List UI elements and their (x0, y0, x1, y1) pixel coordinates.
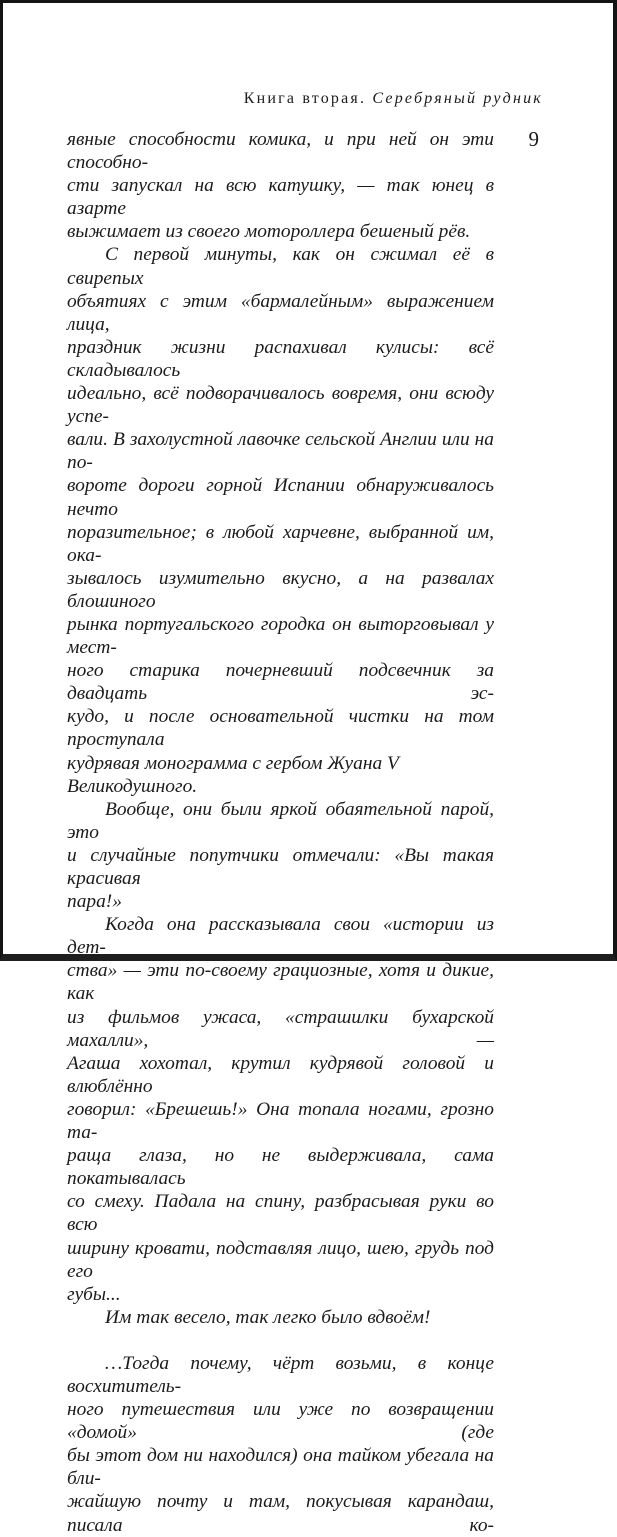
text-line: ширину кровати, подставляя лицо, шею, грудь под его (67, 1237, 494, 1283)
text-line: из фильмов ужаса, «страшилки бухарской махалли», — (67, 1006, 494, 1052)
text-line: выжимает из своего мотороллера бешеный рёв. (67, 220, 494, 243)
text-line: Когда она рассказывала свои «истории из дет- (67, 913, 494, 959)
text-line: со смеху. Падала на спину, разбрасывая руки во всю (67, 1190, 494, 1236)
text-line: поразительное; в любой харчевне, выбранной им, ока- (67, 521, 494, 567)
text-line: С первой минуты, как он сжимал её в свирепых (67, 243, 494, 289)
text-line: праздник жизни распахивал кулисы: всё складывалось (67, 336, 494, 382)
running-head-book-part: Книга вторая. (244, 90, 366, 107)
text-line: ного путешествия или уже по возвращении «домой» (где (67, 1398, 494, 1444)
text-line: Им так весело, так легко было вдвоём! (67, 1306, 494, 1329)
text-line: …Тогда почему, чёрт возьми, в конце восхититель- (67, 1352, 494, 1398)
text-line: сти запускал на всю катушку, — так юнец в азарте (67, 174, 494, 220)
text-line: и случайные попутчики отмечали: «Вы такая красивая (67, 844, 494, 890)
text-line: бы этот дом ни находился) она тайком убегала на бли- (67, 1444, 494, 1490)
text-line: Вообще, они были яркой обаятельной парой, это (67, 798, 494, 844)
text-line: раща глаза, но не выдерживала, сама покатывалась (67, 1144, 494, 1190)
text-line: идеально, всё подворачивалось вовремя, они всюду успе- (67, 382, 494, 428)
text-line: жайшую почту и там, покусывая карандаш, писала ко- (67, 1490, 494, 1536)
text-line: губы... (67, 1283, 494, 1306)
text-line: вали. В захолустной лавочке сельской Англии или на по- (67, 428, 494, 474)
text-line: объятиях с этим «бармалейным» выражением лица, (67, 290, 494, 336)
running-head (244, 90, 543, 108)
text-line: рынка португальского городка он выторговывал у мест- (67, 613, 494, 659)
page-number: 9 (529, 127, 540, 152)
text-line: ства» — эти по-своему грациозные, хотя и дикие, как (67, 959, 494, 1005)
text-line: кудрявая монограмма с гербом Жуана V Великодушного. (67, 752, 494, 798)
text-line: пара!» (67, 890, 494, 913)
text-line: вороте дороги горной Испании обнаруживалось нечто (67, 474, 494, 520)
text-line: говорил: «Брешешь!» Она топала ногами, грозно та- (67, 1098, 494, 1144)
text-line: явные способности комика, и при ней он эти способно- (67, 128, 494, 174)
running-head-chapter-title: Серебряный рудник (372, 90, 543, 107)
text-line: ного старика почерневший подсвечник за двадцать эс- (67, 659, 494, 705)
text-line: Агаша хохотал, крутил кудрявой головой и влюблённо (67, 1052, 494, 1098)
text-line: кудо, и после основательной чистки на том проступала (67, 705, 494, 751)
text-line: зывалось изумительно вкусно, а на развалах блошиного (67, 567, 494, 613)
body-text (67, 128, 494, 1537)
